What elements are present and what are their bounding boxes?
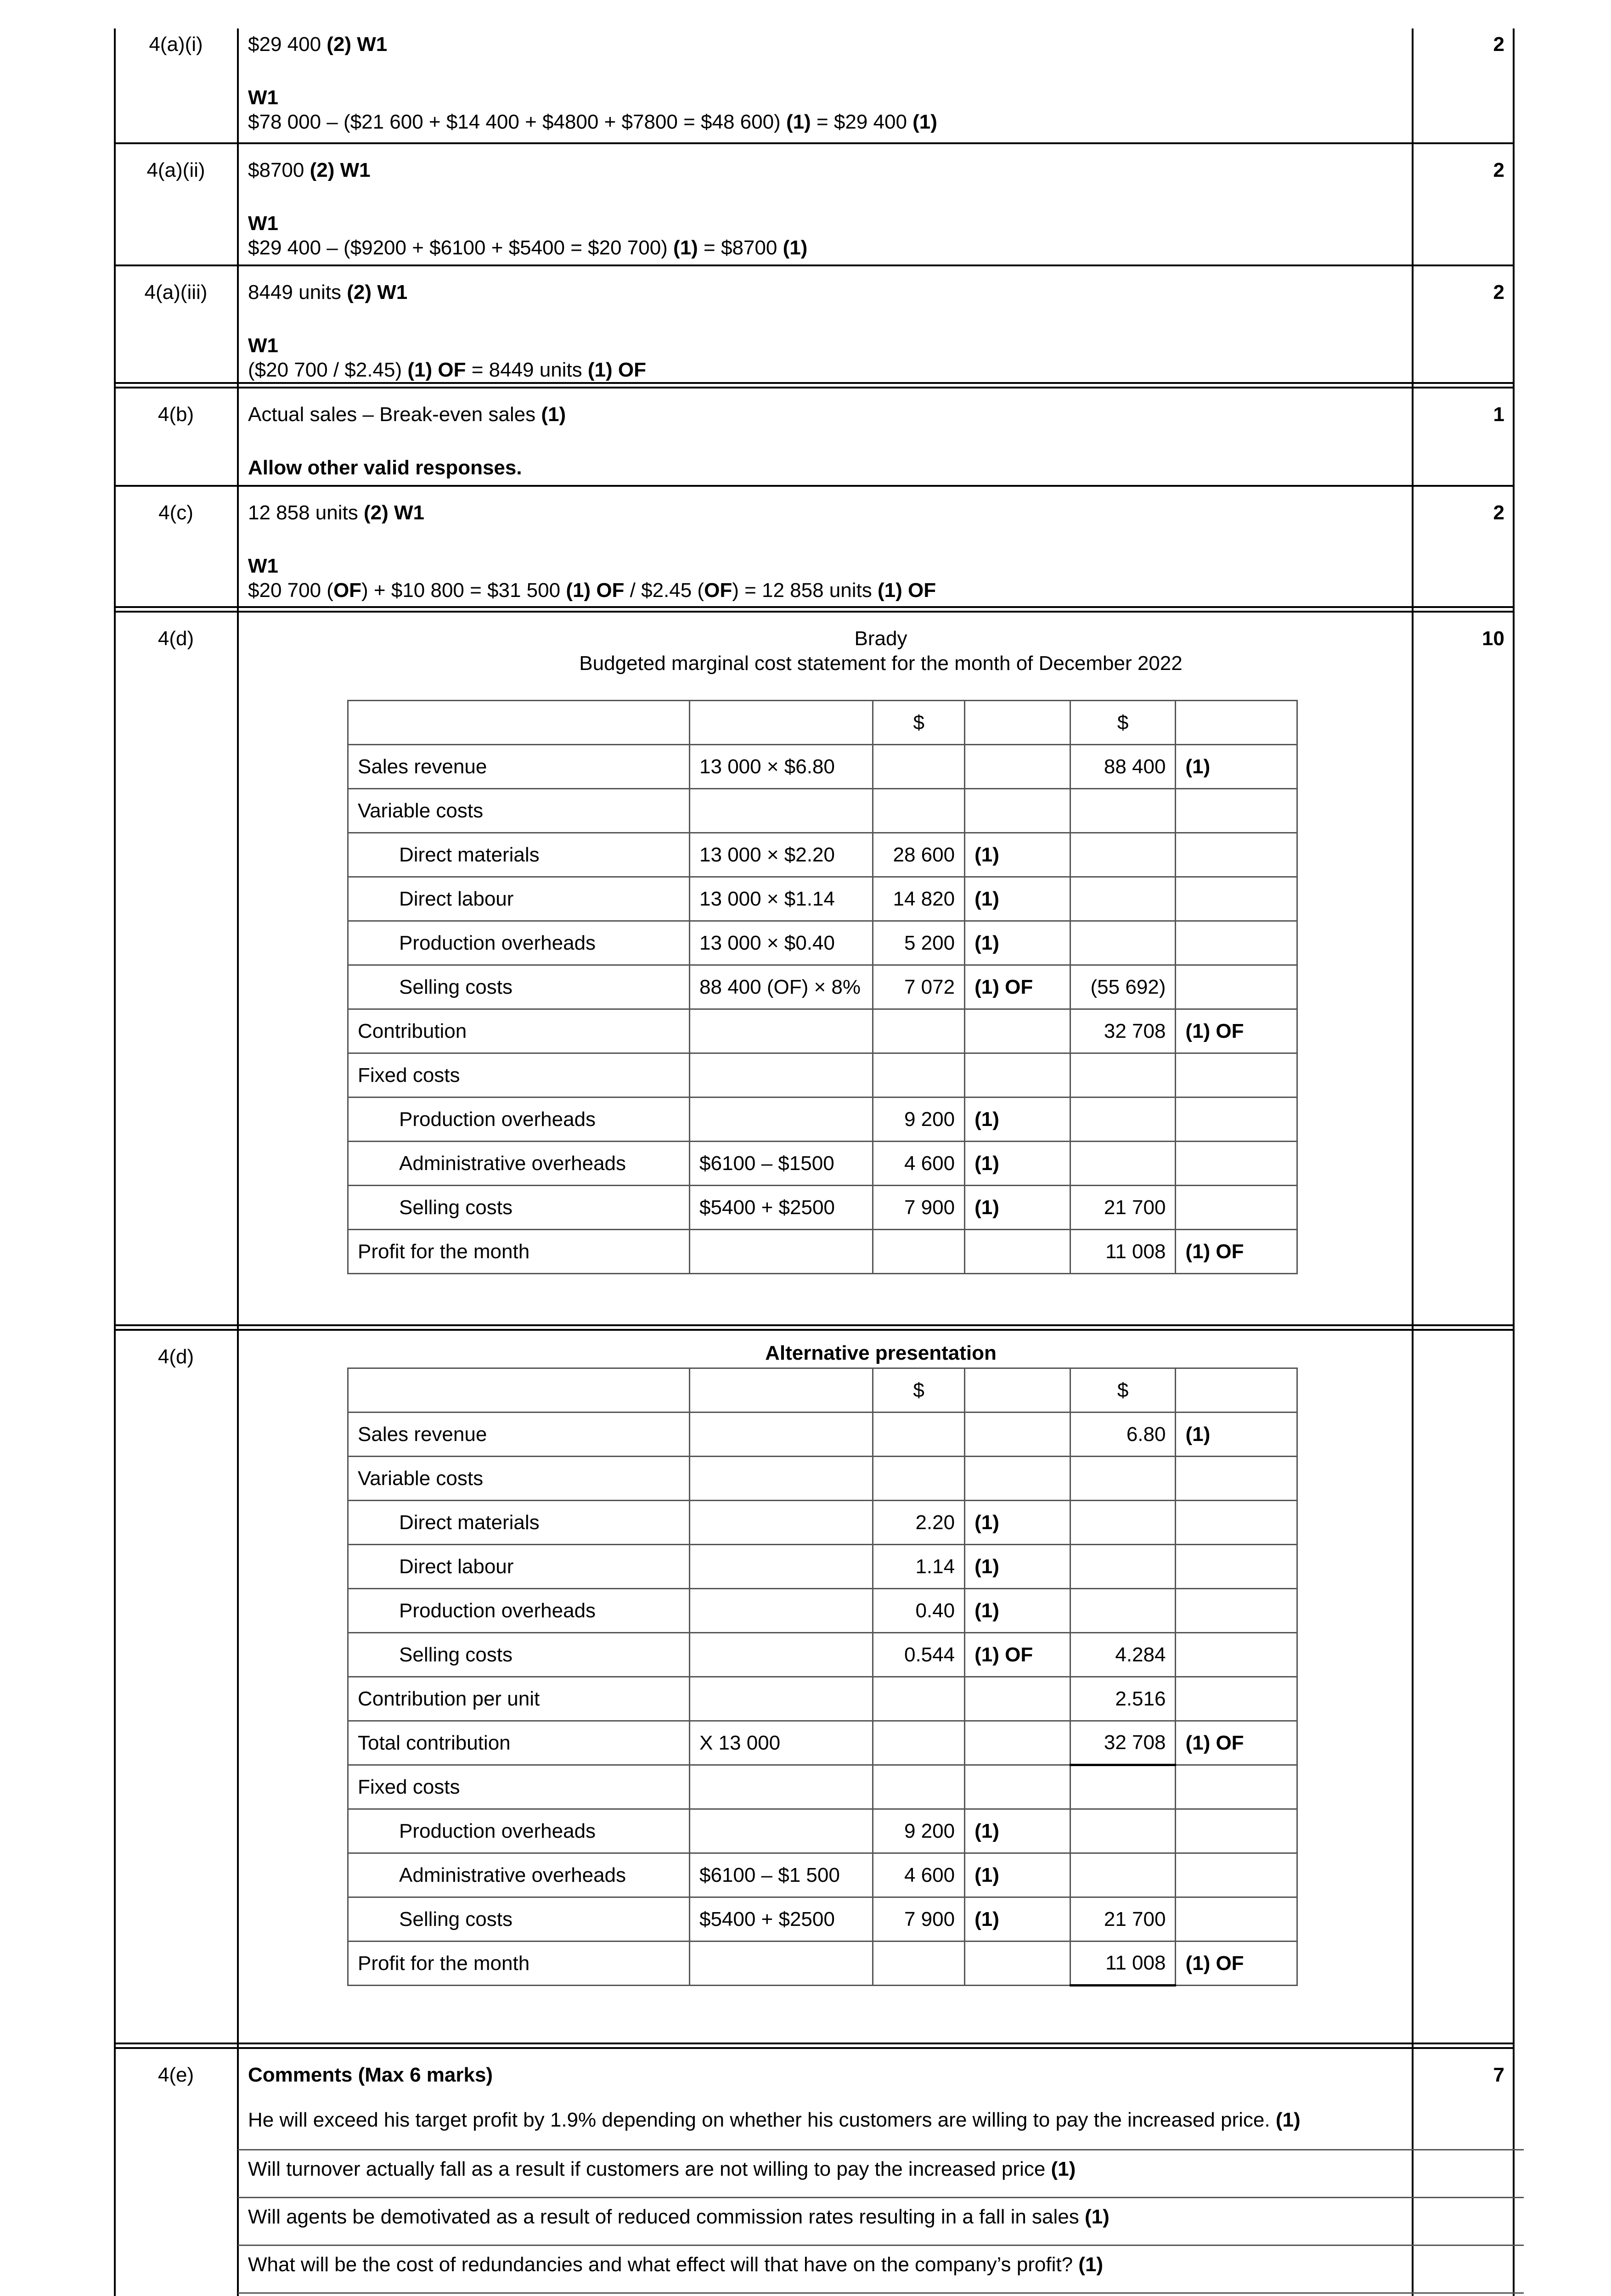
mark-label: (1): [786, 111, 811, 134]
cell-calculation: $5400 + $2500: [689, 1897, 873, 1941]
cell-subtotal: [873, 1457, 965, 1501]
working-text: ($20 700 / $2.45): [248, 359, 408, 382]
cell-subtotal: [873, 1053, 965, 1097]
cell-calculation: 13 000 × $1.14: [690, 877, 873, 921]
cell-mark: [965, 1721, 1070, 1765]
cell-total: 6.80: [1070, 1412, 1176, 1457]
statement-row: [348, 1457, 1297, 1501]
section-divider: [114, 2043, 1515, 2049]
cell-item-label: Variable costs: [348, 1457, 690, 1501]
mark-label: (1): [913, 111, 937, 134]
cell-total: [1070, 833, 1176, 877]
mark-label: (1): [1084, 2206, 1110, 2228]
statement-row: [348, 1765, 1297, 1809]
cell-mark: [1176, 1368, 1297, 1412]
alternative-title: [238, 1341, 1524, 1366]
cell-mark: [1176, 1545, 1297, 1589]
cell-subtotal: 28 600: [873, 833, 965, 877]
company-name: Brady: [854, 627, 907, 650]
statement-row: [348, 877, 1297, 921]
cell-mark: (1) OF: [1176, 1009, 1297, 1053]
cell-total: 21 700: [1070, 1186, 1176, 1230]
statement-row: [348, 1230, 1297, 1274]
cell-mark: (1) OF: [1176, 1941, 1297, 1986]
cell-total: $: [1070, 701, 1176, 745]
statement-row: [348, 1053, 1297, 1097]
cell-subtotal: 4 600: [873, 1853, 965, 1897]
marginal-cost-statement-table: [347, 700, 1298, 1274]
mark-label: (1) OF: [566, 579, 625, 602]
cell-total: $: [1070, 1368, 1176, 1412]
statement-row: [348, 1097, 1297, 1142]
statement-row: [348, 1186, 1297, 1230]
cell-item-label: Direct materials: [348, 1501, 690, 1545]
row-4d-alternative: [114, 1331, 1515, 2043]
cell-mark: [1176, 1765, 1297, 1809]
cell-mark: [1176, 701, 1297, 745]
answer: [248, 501, 1515, 603]
cell-mark: [1176, 1053, 1297, 1097]
answer-value: $8700: [248, 159, 310, 181]
working-text: = 8449 units: [466, 359, 588, 382]
cell-item-label: [348, 1368, 690, 1412]
section-divider: [114, 1324, 1515, 1331]
answer-value: 8449 units: [248, 281, 347, 304]
comment-item: [238, 2101, 1524, 2149]
cell-subtotal: 7 900: [873, 1897, 965, 1941]
cell-calculation: [690, 1097, 873, 1142]
comments-heading-text: Comments (Max 6 marks): [248, 2064, 493, 2086]
cell-subtotal: $: [873, 701, 965, 745]
cell-item-label: Administrative overheads: [348, 1142, 690, 1186]
cell-item-label: Profit for the month: [348, 1230, 690, 1274]
cell-mark: (1): [965, 1589, 1070, 1633]
statement-row: [348, 833, 1297, 877]
statement-row: [348, 1009, 1297, 1053]
cell-subtotal: 2.20: [873, 1501, 965, 1545]
cell-calculation: [690, 1053, 873, 1097]
cell-total: [1070, 1501, 1176, 1545]
cell-calculation: [689, 1368, 873, 1412]
guidance-note: Allow other valid responses.: [248, 456, 522, 479]
cell-calculation: [689, 1677, 873, 1721]
cell-calculation: [689, 1809, 873, 1853]
cell-item-label: Selling costs: [348, 1897, 690, 1941]
statement-row: [348, 1142, 1297, 1186]
marks-value: 2: [1493, 159, 1504, 181]
cell-mark: [1176, 1677, 1297, 1721]
cell-mark: [965, 1412, 1070, 1457]
cell-total: 11 008: [1070, 1230, 1176, 1274]
cell-mark: [965, 1765, 1070, 1809]
cell-mark: [965, 1009, 1070, 1053]
cell-subtotal: 1.14: [873, 1545, 965, 1589]
cell-total: [1070, 1545, 1176, 1589]
answer: [248, 402, 1515, 480]
cell-item-label: [348, 701, 690, 745]
cell-subtotal: $: [873, 1368, 965, 1412]
cell-total: [1070, 921, 1176, 965]
cell-total: 2.516: [1070, 1677, 1176, 1721]
cell-subtotal: 14 820: [873, 877, 965, 921]
cell-calculation: [689, 1941, 873, 1986]
statement-row: [348, 1853, 1297, 1897]
question-number: 4(e): [158, 2064, 194, 2086]
mark-label: (2) W1: [327, 33, 388, 56]
cell-mark: (1): [1176, 1412, 1297, 1457]
working-text: $78 000 – ($21 600 + $14 400 + $4800 + $7800 = $48 600): [248, 111, 786, 134]
cell-item-label: Selling costs: [348, 965, 690, 1009]
cell-item-label: Production overheads: [348, 921, 690, 965]
cell-mark: [1176, 1097, 1297, 1142]
comment-item: [238, 2149, 1524, 2197]
row-4e: [114, 2049, 1515, 2296]
cell-mark: [1176, 965, 1297, 1009]
cell-mark: [1176, 1186, 1297, 1230]
cell-total: [1070, 1589, 1176, 1633]
cell-subtotal: 4 600: [873, 1142, 965, 1186]
cell-total: [1070, 1809, 1176, 1853]
comment-text: He will exceed his target profit by 1.9% depending on whether his customers are willing to pay the increased price.: [248, 2109, 1276, 2131]
working-text: = $29 400: [811, 111, 913, 134]
statement-row: [348, 1897, 1297, 1941]
cell-item-label: Selling costs: [348, 1186, 690, 1230]
cell-mark: (1): [965, 1897, 1070, 1941]
cell-item-label: Contribution: [348, 1009, 690, 1053]
cell-mark: [1176, 1457, 1297, 1501]
cell-mark: (1): [965, 1545, 1070, 1589]
cell-subtotal: 0.40: [873, 1589, 965, 1633]
statement-row: [348, 1633, 1297, 1677]
cell-mark: (1): [965, 1142, 1070, 1186]
cell-mark: [1176, 1633, 1297, 1677]
cell-mark: [1176, 1501, 1297, 1545]
cell-calculation: $5400 + $2500: [690, 1186, 873, 1230]
mark-label: OF: [704, 579, 732, 602]
cell-calculation: [690, 789, 873, 833]
comment-text: What will be the cost of redundancies and what effect will that have on the company’s profit?: [248, 2253, 1079, 2276]
working-text: $29 400 – ($9200 + $6100 + $5400 = $20 700): [248, 236, 674, 259]
cell-mark: [1176, 877, 1297, 921]
cell-mark: [965, 1053, 1070, 1097]
mark-label: (2) W1: [310, 159, 371, 181]
cell-total: 11 008: [1070, 1941, 1176, 1986]
cell-mark: (1) OF: [965, 1633, 1070, 1677]
cell-calculation: [690, 1009, 873, 1053]
statement-row: [348, 789, 1297, 833]
marks-value: 7: [1493, 2064, 1504, 2086]
question-number: 4(d): [158, 1345, 194, 1368]
cell-item-label: Fixed costs: [348, 1053, 690, 1097]
comment-text: Will turnover actually fall as a result if customers are not willing to pay the increased price: [248, 2158, 1051, 2180]
cell-total: [1070, 1142, 1176, 1186]
statement-row: [348, 701, 1297, 745]
cell-total: 4.284: [1070, 1633, 1176, 1677]
statement-row: [348, 1368, 1297, 1412]
cell-mark: [965, 789, 1070, 833]
cell-mark: (1): [965, 1501, 1070, 1545]
cell-mark: (1): [965, 921, 1070, 965]
cell-calculation: [689, 1412, 873, 1457]
cell-mark: [1176, 833, 1297, 877]
cell-item-label: Production overheads: [348, 1589, 690, 1633]
cell-calculation: [689, 1633, 873, 1677]
cell-calculation: 13 000 × $2.20: [690, 833, 873, 877]
question-number: 4(a)(ii): [146, 159, 205, 181]
cell-mark: (1) OF: [965, 965, 1070, 1009]
answer-value: Actual sales – Break-even sales: [248, 403, 541, 426]
cell-mark: [1176, 1142, 1297, 1186]
working-text: ) = 12 858 units: [732, 579, 878, 602]
cell-subtotal: 7 072: [873, 965, 965, 1009]
cell-mark: (1): [965, 1853, 1070, 1897]
mark-scheme-page: [114, 0, 1515, 2296]
cell-mark: [965, 745, 1070, 789]
comment-item: [238, 2197, 1524, 2245]
cell-mark: (1): [965, 1097, 1070, 1142]
row-4ai: [114, 18, 1515, 144]
comment-text: Will agents be demotivated as a result of reduced commission rates resulting in a fall in sales: [248, 2206, 1085, 2228]
mark-label: (1): [783, 236, 808, 259]
cell-calculation: [689, 1765, 873, 1809]
section-divider: [114, 606, 1515, 613]
cell-subtotal: [873, 1677, 965, 1721]
cell-mark: (1): [965, 1809, 1070, 1853]
cell-item-label: Direct labour: [348, 877, 690, 921]
cell-mark: (1): [965, 877, 1070, 921]
cell-item-label: Direct materials: [348, 833, 690, 877]
cell-mark: [965, 1230, 1070, 1274]
mark-label: (1): [1051, 2158, 1076, 2180]
mark-label: (1): [541, 403, 566, 426]
cell-mark: (1) OF: [1176, 1230, 1297, 1274]
cell-mark: [1176, 921, 1297, 965]
cell-mark: [965, 1457, 1070, 1501]
cell-total: 32 708: [1070, 1721, 1176, 1765]
cell-subtotal: 7 900: [873, 1186, 965, 1230]
cell-total: [1070, 1853, 1176, 1897]
cell-item-label: Total contribution: [348, 1721, 690, 1765]
statement-title: [238, 626, 1524, 675]
cell-mark: [1176, 789, 1297, 833]
cell-total: 21 700: [1070, 1897, 1176, 1941]
cell-subtotal: 9 200: [873, 1809, 965, 1853]
alternative-presentation-table: [347, 1367, 1298, 1986]
cell-calculation: 13 000 × $6.80: [690, 745, 873, 789]
question-number: 4(d): [158, 627, 194, 650]
cell-item-label: Variable costs: [348, 789, 690, 833]
row-4b: [114, 388, 1515, 487]
cell-mark: (1): [1176, 745, 1297, 789]
cell-mark: [1176, 1897, 1297, 1941]
cell-subtotal: [873, 1230, 965, 1274]
mark-label: (2) W1: [363, 501, 424, 524]
cell-total: 88 400: [1070, 745, 1176, 789]
alternative-heading: Alternative presentation: [765, 1342, 997, 1364]
statement-row: [348, 1412, 1297, 1457]
cell-item-label: Sales revenue: [348, 1412, 690, 1457]
cell-subtotal: [873, 1009, 965, 1053]
row-4d: [114, 613, 1515, 1324]
cell-mark: [1176, 1589, 1297, 1633]
statement-row: [348, 1677, 1297, 1721]
statement-row: [348, 921, 1297, 965]
question-number: 4(a)(i): [149, 33, 203, 56]
mark-label: (1): [673, 236, 698, 259]
working-label: W1: [248, 212, 278, 235]
marks-value: 1: [1493, 403, 1504, 426]
cell-total: [1070, 1053, 1176, 1097]
cell-mark: (1) OF: [1176, 1721, 1297, 1765]
answer: [248, 158, 1515, 260]
cell-item-label: Selling costs: [348, 1633, 690, 1677]
cell-calculation: [689, 1589, 873, 1633]
mark-label: (1) OF: [407, 359, 466, 382]
cell-item-label: Fixed costs: [348, 1765, 690, 1809]
answer-value: 12 858 units: [248, 501, 364, 524]
working-label: W1: [248, 334, 278, 357]
mark-label: (1) OF: [587, 359, 646, 382]
statement-subtitle: Budgeted marginal cost statement for the month of December 2022: [579, 652, 1183, 675]
cell-total: [1070, 877, 1176, 921]
cell-subtotal: [873, 1721, 965, 1765]
working-label: W1: [248, 86, 278, 109]
marks-value: 2: [1493, 33, 1504, 56]
cell-subtotal: [873, 1941, 965, 1986]
cell-item-label: Profit for the month: [348, 1941, 690, 1986]
answer: [248, 280, 1515, 383]
cell-mark: (1): [965, 833, 1070, 877]
cell-subtotal: [873, 789, 965, 833]
cell-subtotal: [873, 1412, 965, 1457]
comment-item: [238, 2245, 1524, 2292]
cell-calculation: [690, 1230, 873, 1274]
working-text: $20 700 (: [248, 579, 333, 602]
marks-value: 2: [1493, 281, 1504, 304]
cell-total: [1070, 1765, 1176, 1809]
cell-calculation: X 13 000: [689, 1721, 873, 1765]
statement-row: [348, 745, 1297, 789]
question-number: 4(c): [158, 501, 193, 524]
working-text: / $2.45 (: [624, 579, 704, 602]
working-text: ) + $10 800 = $31 500: [361, 579, 566, 602]
cell-item-label: Administrative overheads: [348, 1853, 690, 1897]
marks-value: 10: [1482, 627, 1504, 650]
cell-total: (55 692): [1070, 965, 1176, 1009]
cell-total: 32 708: [1070, 1009, 1176, 1053]
cell-calculation: [690, 701, 873, 745]
cell-total: [1070, 1097, 1176, 1142]
cell-mark: [965, 1677, 1070, 1721]
marks-value: 2: [1493, 501, 1504, 524]
cell-calculation: 88 400 (OF) × 8%: [690, 965, 873, 1009]
cell-calculation: [689, 1457, 873, 1501]
statement-row: [348, 1589, 1297, 1633]
statement-row: [348, 1941, 1297, 1986]
answer: [248, 32, 1515, 135]
cell-mark: [965, 701, 1070, 745]
cell-item-label: Direct labour: [348, 1545, 690, 1589]
comment-item: [238, 2292, 1524, 2296]
cell-calculation: $6100 – $1500: [690, 1142, 873, 1186]
statement-row: [348, 1545, 1297, 1589]
section-divider: [114, 382, 1515, 388]
cell-item-label: Production overheads: [348, 1809, 690, 1853]
cell-calculation: [689, 1545, 873, 1589]
cell-subtotal: 0.544: [873, 1633, 965, 1677]
mark-label: (1): [1078, 2253, 1104, 2276]
cell-item-label: Sales revenue: [348, 745, 690, 789]
statement-row: [348, 1721, 1297, 1765]
cell-calculation: [689, 1501, 873, 1545]
statement-row: [348, 1501, 1297, 1545]
working-label: W1: [248, 554, 278, 577]
row-4aiii: [114, 266, 1515, 381]
cell-mark: [965, 1368, 1070, 1412]
answer-value: $29 400: [248, 33, 327, 56]
row-4c: [114, 487, 1515, 606]
cell-mark: [1176, 1809, 1297, 1853]
cell-mark: [1176, 1853, 1297, 1897]
cell-mark: (1): [965, 1186, 1070, 1230]
cell-total: [1070, 789, 1176, 833]
statement-row: [348, 965, 1297, 1009]
mark-label: (2) W1: [347, 281, 408, 304]
cell-calculation: $6100 – $1 500: [689, 1853, 873, 1897]
cell-subtotal: [873, 745, 965, 789]
cell-subtotal: [873, 1765, 965, 1809]
cell-item-label: Contribution per unit: [348, 1677, 690, 1721]
cell-mark: [965, 1941, 1070, 1986]
mark-label: (1): [1275, 2109, 1301, 2131]
cell-subtotal: 5 200: [873, 921, 965, 965]
statement-row: [348, 1809, 1297, 1853]
cell-item-label: Production overheads: [348, 1097, 690, 1142]
question-number: 4(b): [158, 403, 194, 426]
question-number: 4(a)(iii): [144, 281, 208, 304]
row-4aii: [114, 144, 1515, 266]
cell-calculation: 13 000 × $0.40: [690, 921, 873, 965]
comments-heading: [238, 2063, 1524, 2101]
cell-subtotal: 9 200: [873, 1097, 965, 1142]
working-text: = $8700: [698, 236, 783, 259]
cell-total: [1070, 1457, 1176, 1501]
mark-label: (1) OF: [877, 579, 936, 602]
mark-label: OF: [333, 579, 362, 602]
